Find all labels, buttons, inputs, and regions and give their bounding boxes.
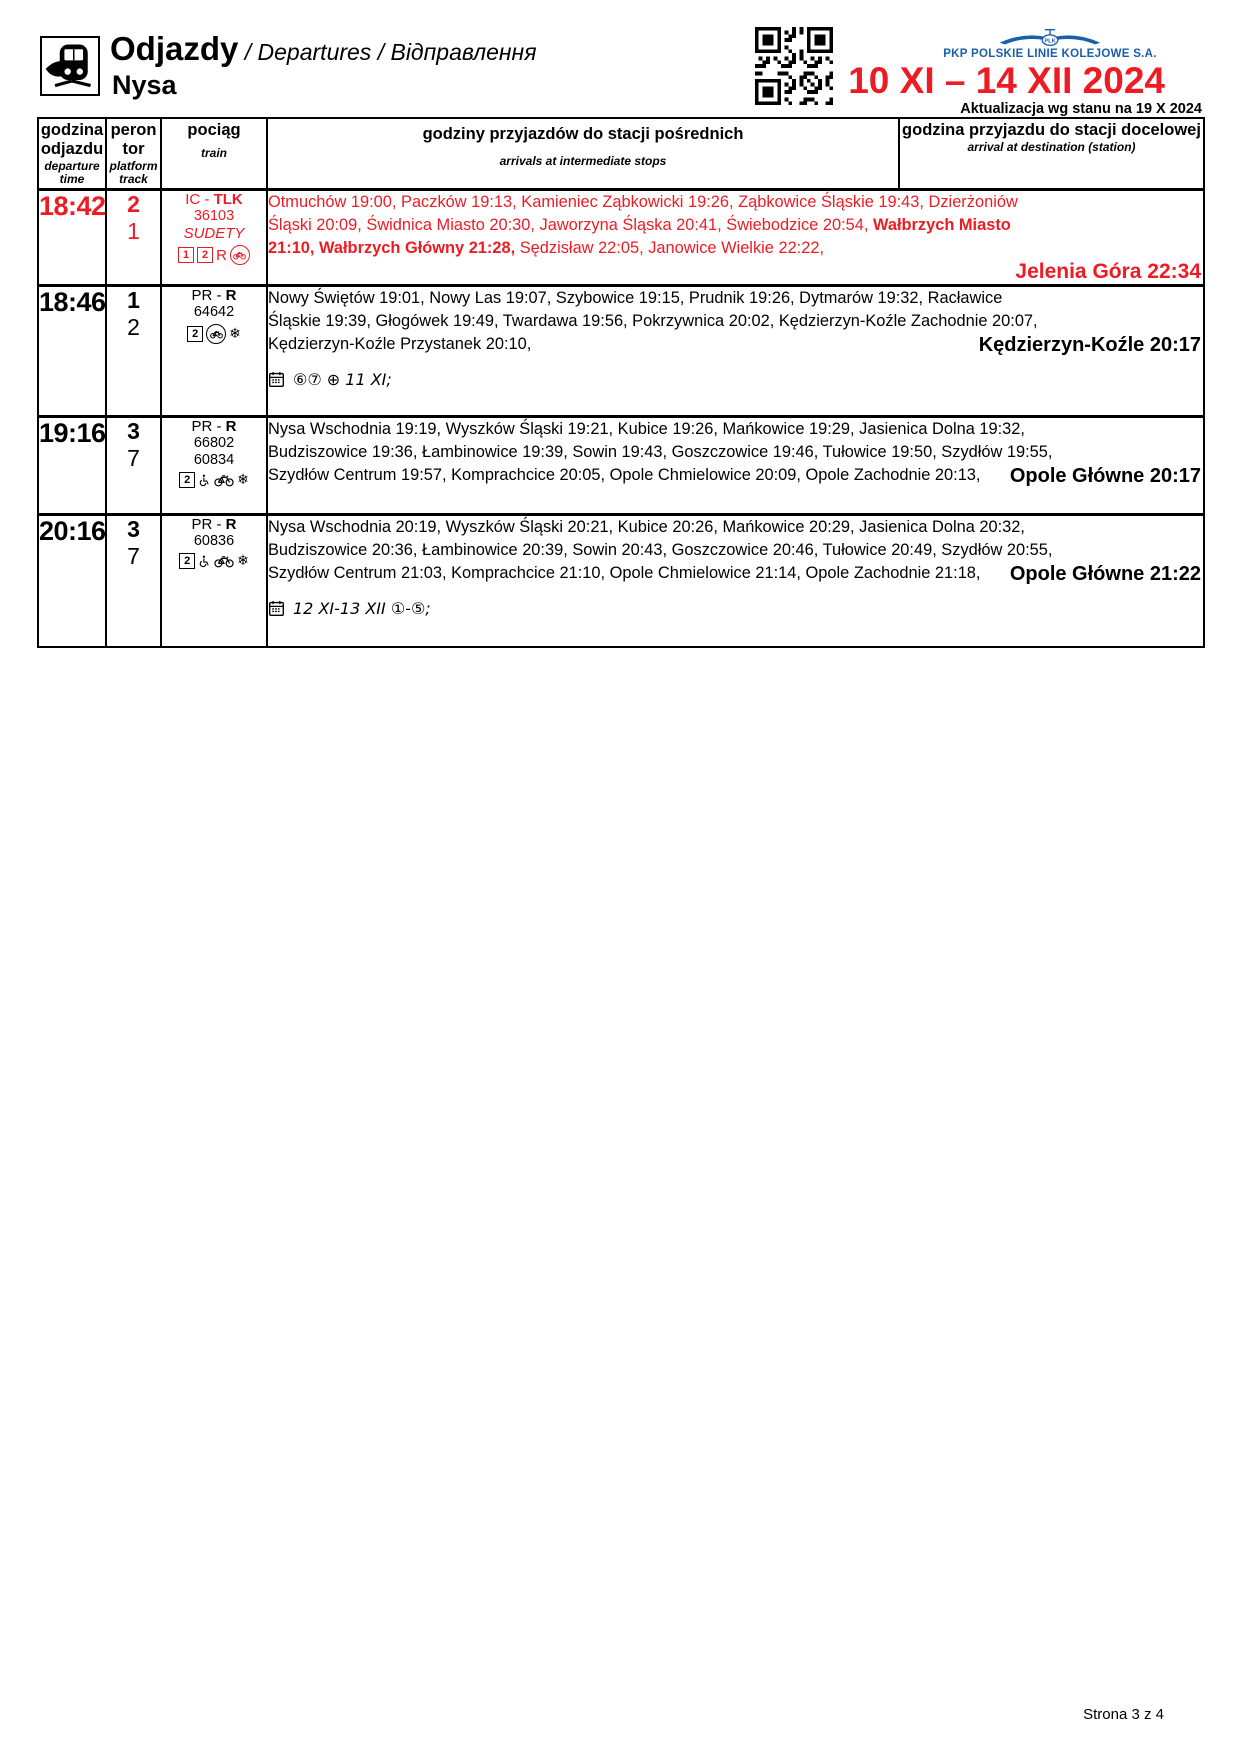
platform-number: 3 (127, 516, 140, 542)
train-info (161, 417, 267, 515)
col-header-departure: godzina odjazdu departure time (38, 118, 106, 190)
bicycle-circle-icon (206, 324, 226, 344)
departures-table (37, 117, 1205, 648)
wheelchair-icon (198, 473, 211, 488)
train-category: IC - (185, 191, 214, 208)
train-category-bold: R (225, 516, 237, 533)
stops-cell (267, 190, 1204, 286)
platform-number: 1 (127, 287, 140, 313)
air-conditioning-icon: ❄ (237, 553, 249, 569)
departure-time: 18:46 (38, 286, 106, 417)
departure-time: 20:16 (38, 515, 106, 647)
platform-track (106, 515, 161, 647)
calendar-icon (268, 371, 285, 388)
col-header-train: pociąg train (161, 118, 267, 190)
intermediate-stops-bold: Wałbrzych Miasto 21:10, Wałbrzych Główny 21:28, (268, 216, 1011, 257)
train-name: SUDETY (183, 225, 245, 242)
destination-station: Opole Główne 20:17 (1009, 465, 1201, 487)
reservation-icon: R (216, 246, 227, 264)
train-category: PR - (191, 418, 226, 435)
intermediate-stops-cont: Sędzisław 22:05, Janowice Wielkie 22:22, (515, 239, 825, 257)
track-number: 7 (127, 445, 140, 471)
class-2-icon: 2 (187, 326, 203, 342)
stops-cell (267, 515, 1204, 647)
update-note: Aktualizacja wg stanu na 19 X 2024 (960, 101, 1202, 117)
table-header-row (38, 118, 1204, 190)
departure-time: 19:16 (38, 417, 106, 515)
intermediate-stops: Nysa Wschodnia 19:19, Wyszków Śląski 19:21, Kubice 19:26, Mańkowice 19:29, Jasienica Dolna 19:32, Budziszowice 19:36, Łambinowice 19:39, Sowin 19:43, Goszczowice 19:46, Tułowice 19:50, Szydłów 19:55, Szydłów Centrum 19:57, Komprachcice 20:05, Opole Chmielowice 20:09, Opole Zachodnie 20:13, (268, 420, 1053, 484)
class-2-icon: 2 (197, 247, 213, 263)
class-2-icon: 2 (179, 553, 195, 569)
svg-text:PLK: PLK (1044, 38, 1056, 45)
destination-station: Opole Główne 21:22 (1009, 563, 1201, 585)
table-row (38, 515, 1204, 647)
pkp-logo (935, 27, 1165, 60)
platform-track (106, 417, 161, 515)
validity-period: 10 XI – 14 XII 2024 (848, 60, 1165, 101)
bicycle-icon (214, 555, 234, 568)
platform-number: 2 (127, 191, 140, 217)
service-days-note (268, 370, 1203, 389)
col-header-stops: godziny przyjazdów do stacji pośrednich arrivals at intermediate stops (267, 118, 899, 190)
class-2-icon: 2 (179, 472, 195, 488)
train-pictogram-icon (40, 36, 100, 96)
table-row (38, 417, 1204, 515)
platform-track (106, 190, 161, 286)
table-row (38, 190, 1204, 286)
air-conditioning-icon: ❄ (229, 326, 241, 342)
stops-cell (267, 417, 1204, 515)
bicycle-circle-icon (230, 245, 250, 265)
track-number: 7 (127, 543, 140, 569)
train-number: 64642 (193, 304, 235, 320)
train-info (161, 286, 267, 417)
train-number: 36103 (193, 208, 235, 224)
train-category-bold: R (225, 418, 237, 435)
train-category: PR - (191, 287, 226, 304)
platform-number: 3 (127, 418, 140, 444)
station-name: Nysa (112, 70, 177, 100)
pkp-logo-text: PKP POLSKIE LINIE KOLEJOWE S.A. (943, 48, 1157, 60)
train-number: 60836 (193, 533, 235, 549)
stops-cell (267, 286, 1204, 417)
train-info (161, 515, 267, 647)
qr-code (755, 27, 833, 105)
train-info (161, 190, 267, 286)
col-header-platform: peron tor platform track (106, 118, 161, 190)
page-number: Strona 3 z 4 (1083, 1706, 1164, 1723)
departure-time: 18:42 (38, 190, 106, 286)
class-1-icon: 1 (178, 247, 194, 263)
destination-station: Jelenia Góra 22:34 (1015, 260, 1201, 283)
track-number: 2 (127, 314, 140, 340)
page-title: Odjazdy (110, 30, 239, 67)
train-category-bold: R (225, 287, 237, 304)
service-days-text: 12 XI-13 XII ①-⑤; (293, 599, 431, 618)
service-days-note (268, 599, 1203, 618)
col-header-destination: godzina przyjazdu do stacji docelowej arrival at destination (station) (899, 118, 1204, 190)
platform-track (106, 286, 161, 417)
calendar-icon (268, 600, 285, 617)
pkp-wings-icon (998, 27, 1102, 48)
page-title-translations: / Departures / Відправлення (238, 39, 537, 65)
air-conditioning-icon: ❄ (237, 472, 249, 488)
bicycle-icon (214, 474, 234, 487)
train-number: 66802 (193, 435, 235, 451)
train-number-2: 60834 (193, 452, 235, 468)
intermediate-stops: Otmuchów 19:00, Paczków 19:13, Kamieniec Ząbkowicki 19:26, Ząbkowice Śląskie 19:43, Dzierżoniów Śląski 20:09, Świdnica Miasto 20:30, Jaworzyna Śląska 20:41, Świebodzice 20:54, (268, 193, 1018, 234)
table-row (38, 286, 1204, 417)
destination-station: Kędzierzyn-Koźle 20:17 (978, 334, 1201, 356)
intermediate-stops: Nowy Świętów 19:01, Nowy Las 19:07, Szybowice 19:15, Prudnik 19:26, Dytmarów 19:32, Racławice Śląskie 19:39, Głogówek 19:49, Twardawa 19:56, Pokrzywnica 20:02, Kędzierzyn-Koźle Zachodnie 20:07, Kędzierzyn-Koźle Przystanek 20:10, (268, 289, 1038, 353)
track-number: 1 (127, 218, 140, 244)
train-category-bold: TLK (213, 191, 243, 208)
service-days-text: ⑥⑦ ⊕ 11 XI; (293, 370, 392, 389)
train-category: PR - (191, 516, 226, 533)
intermediate-stops: Nysa Wschodnia 20:19, Wyszków Śląski 20:21, Kubice 20:26, Mańkowice 20:29, Jasienica Dolna 20:32, Budziszowice 20:36, Łambinowice 20:39, Sowin 20:43, Goszczowice 20:46, Tułowice 20:49, Szydłów 20:55, Szydłów Centrum 21:03, Komprachcice 21:10, Opole Chmielowice 21:14, Opole Zachodnie 21:18, (268, 518, 1053, 582)
wheelchair-icon (198, 554, 211, 569)
